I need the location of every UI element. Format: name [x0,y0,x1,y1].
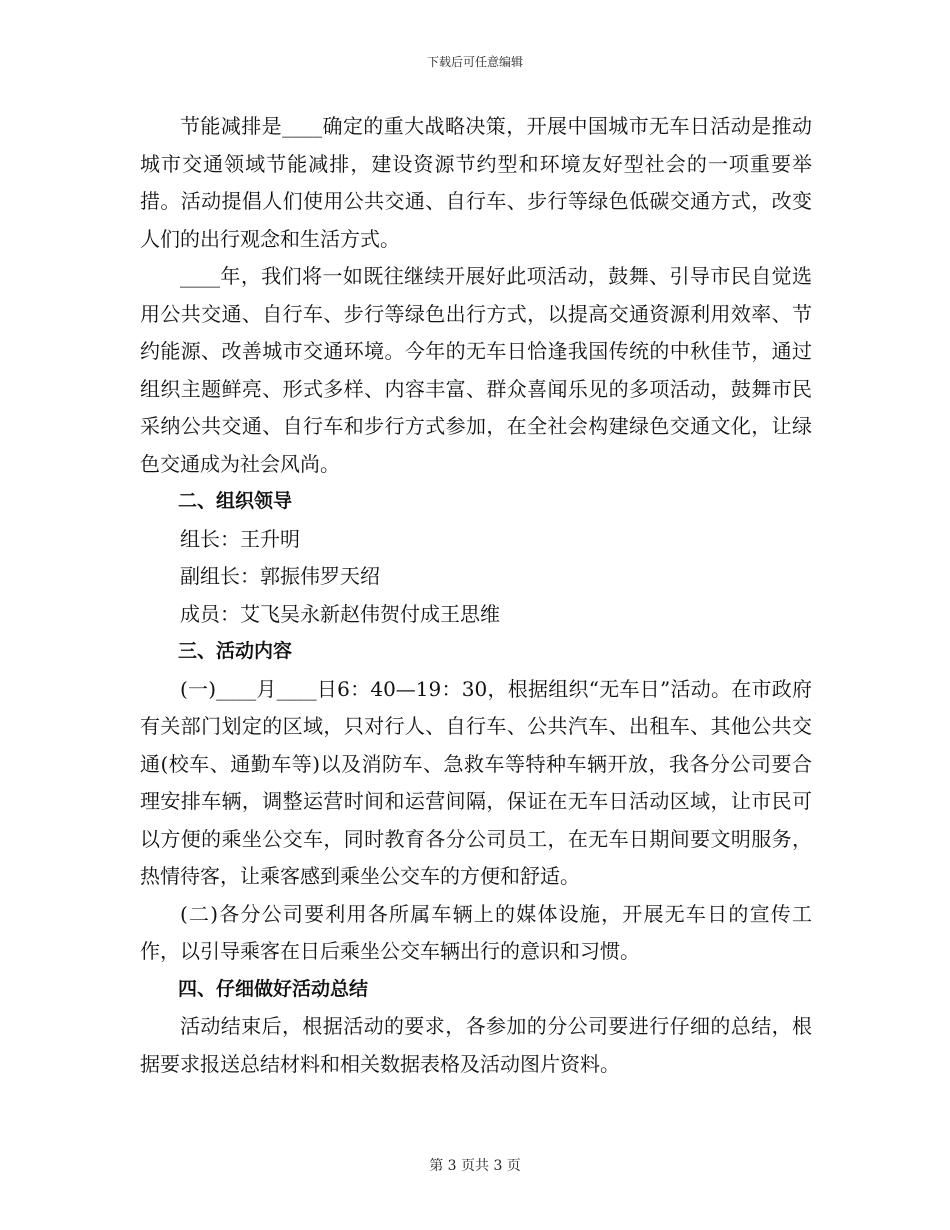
page-header: 下载后可任意编辑 [426,55,523,69]
activity-item-1: (一)____月____日6：40—19：30，根据组织“无车日”活动。在市政府有关部门划定的区域，只对行人、自行车、公共汽车、出租车、其他公共交通(校车、通勤车等)以及消防车、急救车等特种车辆开放，我各分公司要合理安排车辆，调整运营时间和运营间隔，保证在无车日活动区域，让市民可以方便的乘坐公交车，同时教育各分公司员工，在无车日期间要文明服务，热情待客，让乘客感到乘坐公交车的方便和舒适。 [140,676,812,888]
members-line: 成员：艾飞吴永新赵伟贺付成王思维 [180,601,500,626]
section-heading-organization: 二、组织领导 [178,490,293,512]
deputy-leader-line: 副组长：郭振伟罗天绍 [180,564,380,588]
document-body [140,108,812,1083]
leader-line: 组长：王升明 [180,526,300,551]
page-footer: 第 3 页共 3 页 [429,1158,521,1174]
section-heading-summary: 四、仔细做好活动总结 [178,977,369,1000]
intro-paragraph: 节能减排是____确定的重大战略决策，开展中国城市无车日活动是推动城市交通领域节能减排，建设资源节约型和环境友好型社会的一项重要举措。活动提倡人们使用公共交通、自行车、步行等绿色低碳交通方式，改变人们的出行观念和生活方式。 [140,114,812,251]
activity-item-2: (二)各分公司要利用各所属车辆上的媒体设施，开展无车日的宣传工作，以引导乘客在日后乘坐公交车辆出行的意识和习惯。 [140,901,812,963]
section-heading-activities: 三、活动内容 [178,640,293,662]
summary-paragraph: 活动结束后，根据活动的要求，各参加的分公司要进行仔细的总结，根据要求报送总结材料和相关数据表格及活动图片资料。 [140,1014,812,1076]
plan-paragraph: ____年，我们将一如既往继续开展好此项活动，鼓舞、引导市民自觉选用公共交通、自行车、步行等绿色出行方式，以提高交通资源利用效率、节约能源、改善城市交通环境。今年的无车日恰逢我国传统的中秋佳节，通过组织主题鲜亮、形式多样、内容丰富、群众喜闻乐见的多项活动，鼓舞市民采纳公共交通、自行车和步行方式参加，在全社会构建绿色交通文化，让绿色交通成为社会风尚。 [140,264,812,476]
